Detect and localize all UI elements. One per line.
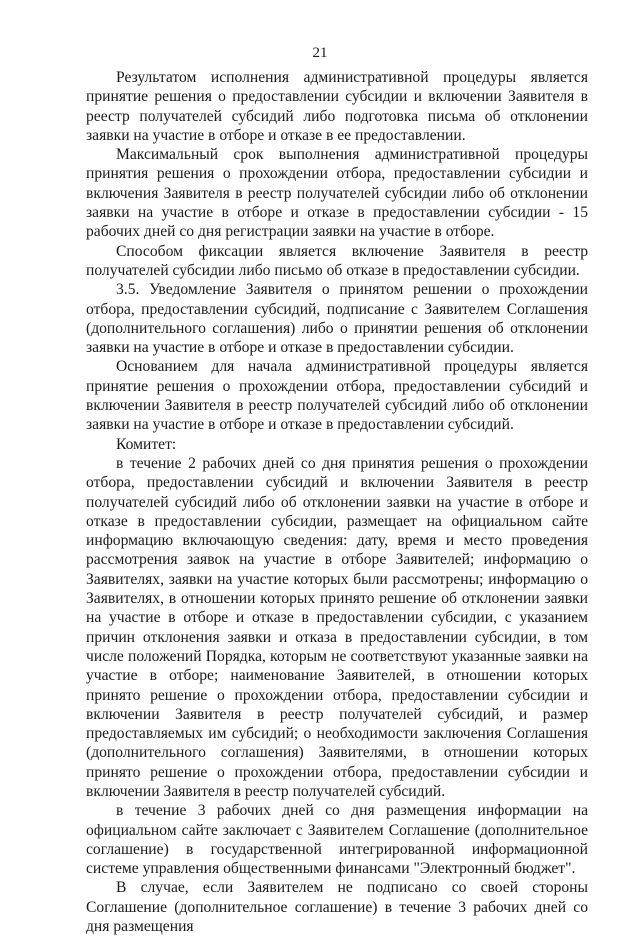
paragraph-basis: Основанием для начала административной процедуры является принятие решения о прохождении отбора, предоставлении субсидий и включении Заявителя в реестр получателей субсидий либо об отклонении заявки на участие в отборе и отказе в предоставлении субсидий. — [86, 358, 588, 434]
paragraph-max-term: Максимальный срок выполнения административной процедуры принятия решения о прохождении отбора, предоставлении субсидии и включения Заявителя в реестр получателей субсидии либо об отклонении заявки на участие в отборе и отказе в предоставлении субсидии - 15 рабочих дней со дня регистрации заявки на участие в отборе. — [86, 146, 588, 241]
paragraph-fixation: Способом фиксации является включение Заявителя в реестр получателей субсидии либо письмо об отказе в предоставлении субсидии. — [86, 242, 588, 279]
paragraph-result: Результатом исполнения административной процедуры является принятие решения о предоставлении субсидии и включении Заявителя в реестр получателей субсидий либо подготовка письма об отклонении заявки на участие в отборе и отказе в ее предоставлении. — [86, 69, 588, 144]
page-number: 21 — [312, 45, 328, 61]
document-body — [86, 68, 588, 936]
paragraph-3-days: в течение 3 рабочих дней со дня размещения информации на официальном сайте заключает с Заявителем Соглашение (дополнительное соглашение) в государственной интегрированной информационной системе управления общественными финансами "Электронный бюджет". — [86, 802, 588, 878]
paragraph-section-3-5: 3.5. Уведомление Заявителя о принятом решении о прохождении отбора, предоставлении субсидий, подписание с Заявителем Соглашения (дополнительного соглашения) либо о принятии решения об отклонении заявки на участие в отборе и отказе в предоставлении субсидии. — [86, 281, 588, 357]
paragraph-committee: Комитет: — [116, 435, 177, 453]
paragraph-not-signed: В случае, если Заявителем не подписано со своей стороны Соглашение (дополнительное соглашение) в течение 3 рабочих дней со дня размещения — [86, 879, 588, 936]
paragraph-2-days: в течение 2 рабочих дней со дня принятия решения о прохождении отбора, предоставлении субсидий и включении Заявителя в реестр получателей субсидий либо об отклонении заявки на участие в отборе и отказе в предоставлении субсидии, размещает на официальном сайте информацию включающую сведения: дату, время и место проведения рассмотрения заявок на участие в отборе Заявителей; информацию о Заявителях, заявки на участие которых были рассмотрены; информацию о Заявителях, в отношении которых принято решение об отклонении заявки на участие в отборе и отказе в предоставлении субсидии, с указанием причин отклонения заявки и отказа в предоставлении субсидии, в том числе положений Порядка, которым не соответствуют указанные заявки на участие в отборе; наименование Заявителей, в отношении которых принято решение о прохождении отбора, предоставлении субсидии и включении Заявителя в реестр получателей субсидий, и размер предоставляемых им субсидий; о необходимости заключения Соглашения (дополнительного соглашения) Заявителями, в отношении которых принято решение о прохождении отбора, предоставлении субсидии и включении Заявителя в реестр получателей субсидий. — [86, 454, 588, 800]
